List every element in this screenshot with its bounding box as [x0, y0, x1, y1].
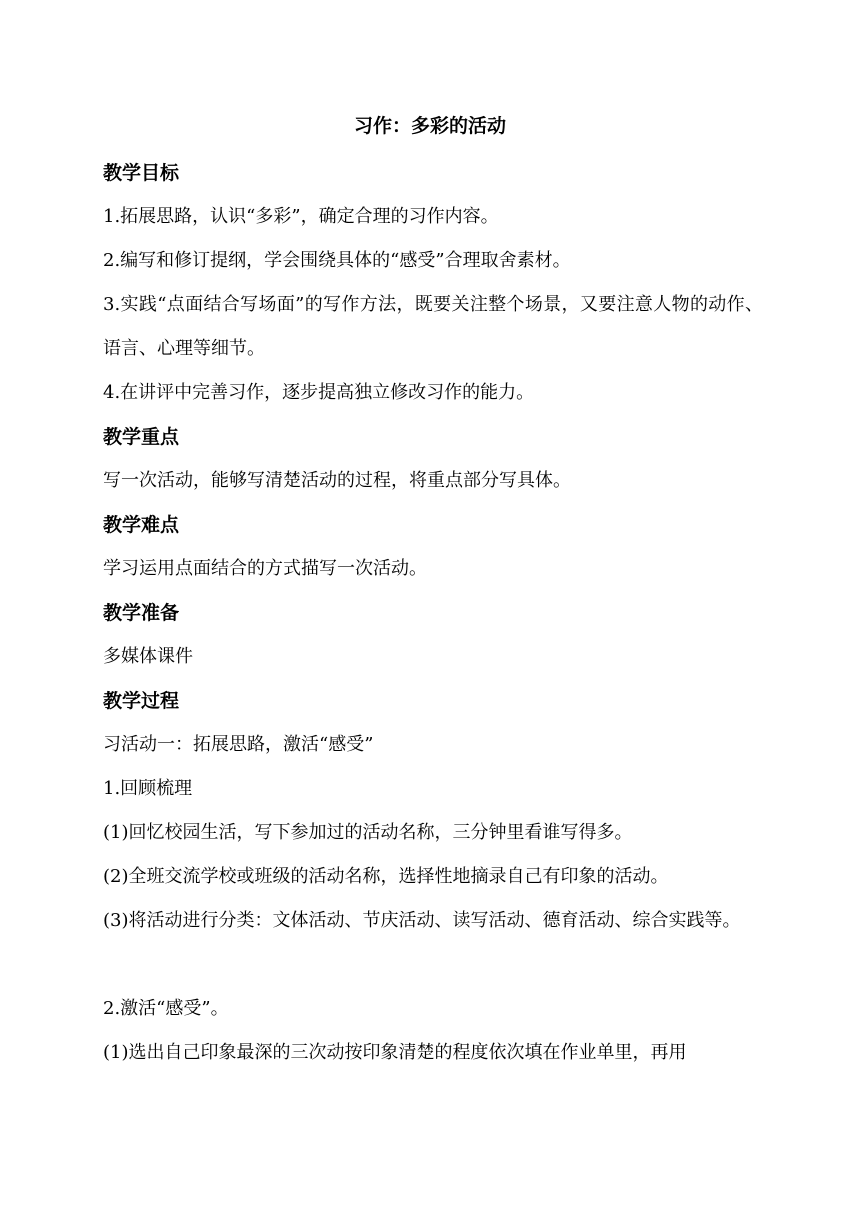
section-heading-difficulties: 教学难点 [103, 514, 180, 536]
process-line: (2)全班交流学校或班级的活动名称，选择性地摘录自己有印象的活动。 [103, 866, 669, 887]
key-points-text: 写一次活动，能够写清楚活动的过程，将重点部分写具体。 [103, 470, 571, 491]
preparation-text: 多媒体课件 [103, 646, 193, 667]
process-line: (3)将活动进行分类：文体活动、节庆活动、读写活动、德育活动、综合实践等。 [103, 910, 741, 931]
goal-item: 4.在讲评中完善习作，逐步提高独立修改习作的能力。 [103, 382, 535, 403]
goal-item: 2.编写和修订提纲，学会围绕具体的“感受”合理取舍素材。 [103, 250, 571, 271]
process-line: 2.激活“感受”。 [103, 998, 229, 1019]
goal-item: 3.实践“点面结合写场面”的写作方法，既要关注整个场景，又要注意人物的动作、语言、心理等细节。 [103, 294, 763, 359]
section-heading-preparation: 教学准备 [103, 602, 180, 624]
section-heading-key-points: 教学重点 [103, 426, 180, 448]
document-body [103, 151, 763, 1075]
goal-item: 1.拓展思路，认识“多彩”，确定合理的习作内容。 [103, 206, 499, 227]
section-heading-goals: 教学目标 [103, 162, 180, 184]
difficulties-text: 学习运用点面结合的方式描写一次活动。 [103, 558, 427, 579]
process-line: 1.回顾梳理 [103, 778, 193, 799]
section-heading-process: 教学过程 [103, 690, 180, 712]
process-line: (1)回忆校园生活，写下参加过的活动名称，三分钟里看谁写得多。 [103, 822, 633, 843]
document-title: 习作：多彩的活动 [353, 115, 506, 137]
process-line: (1)选出自己印象最深的三次动按印象清楚的程度依次填在作业单里，再用 [103, 1042, 687, 1063]
process-line: 习活动一：拓展思路，激活“感受” [103, 734, 374, 755]
